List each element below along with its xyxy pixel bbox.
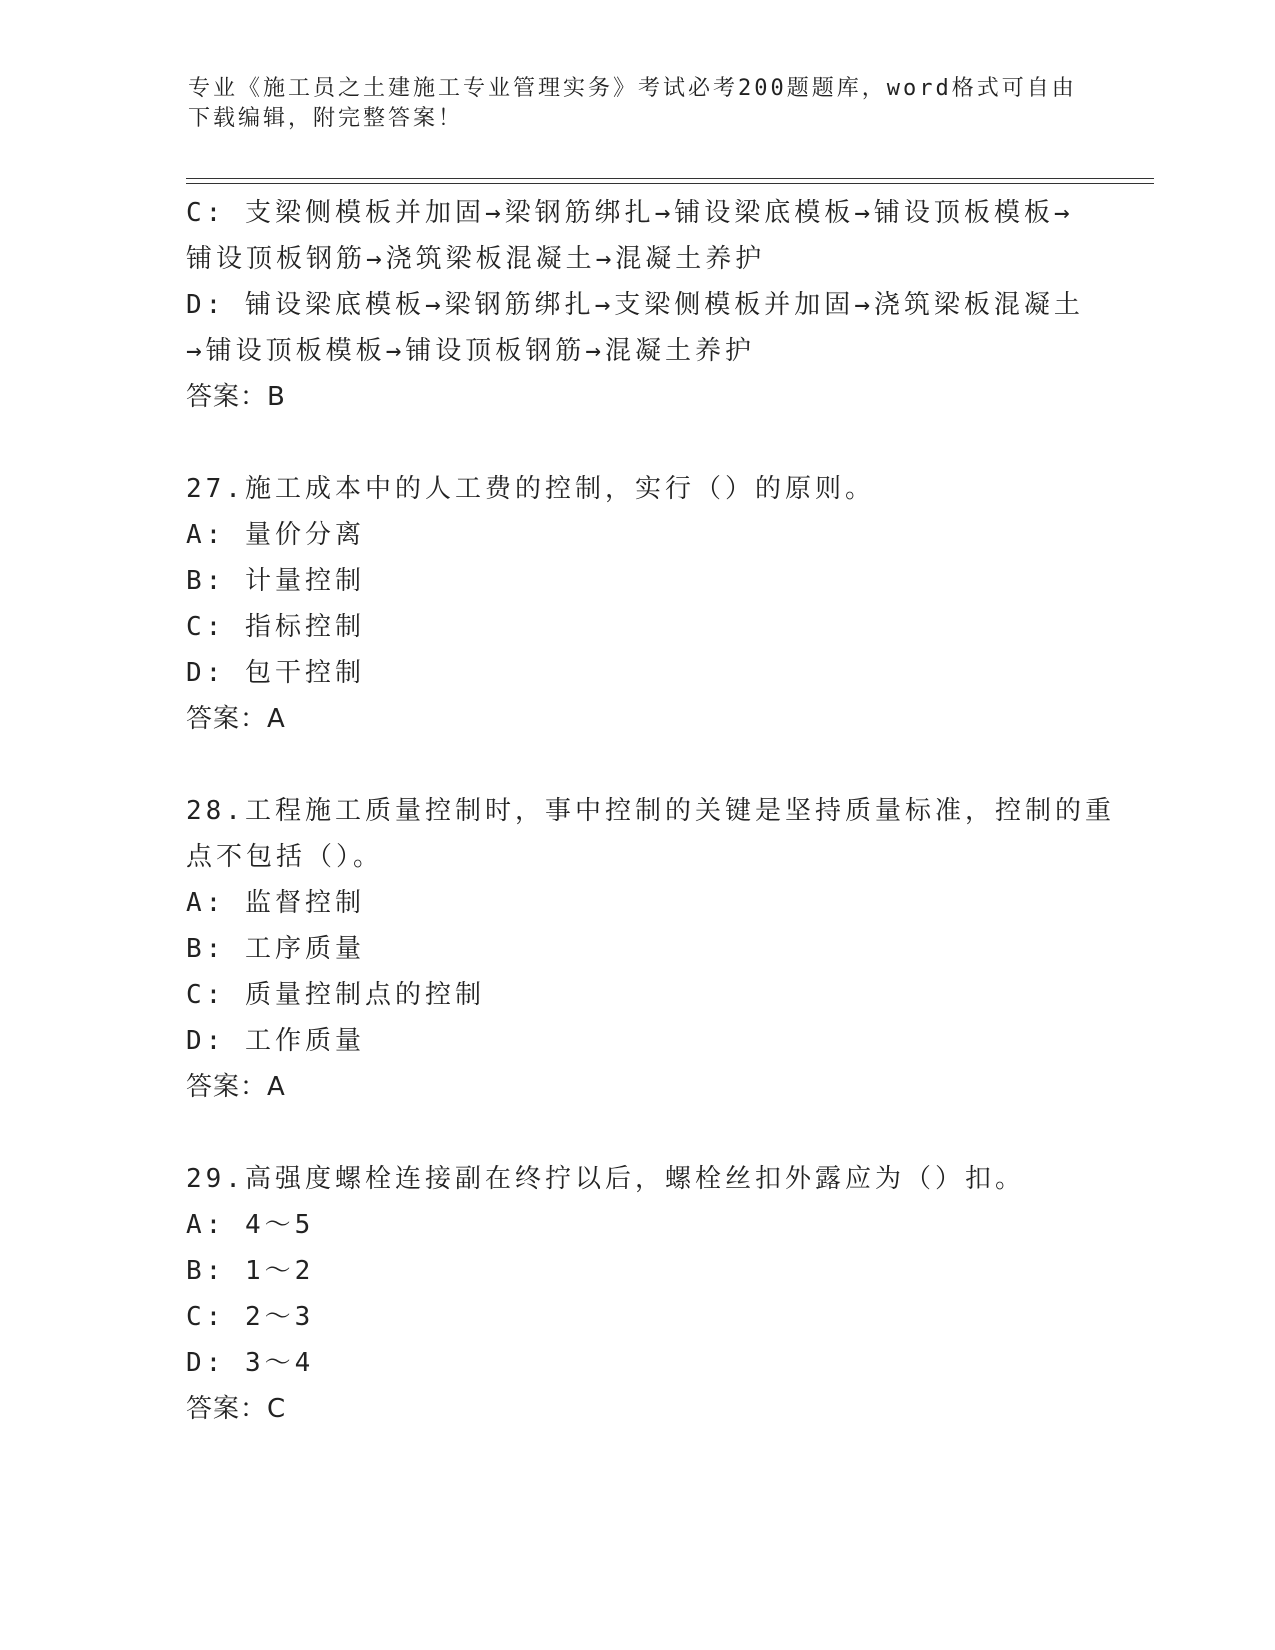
question-28 [186,788,1115,1110]
spacer [186,420,1086,466]
spacer [186,742,1086,788]
header-line-1: 专业《施工员之土建施工专业管理实务》考试必考200题题库，word格式可自由 [188,76,1077,101]
question-stem: 28.工程施工质量控制时，事中控制的关键是坚持质量标准，控制的重 [186,796,1115,826]
question-27 [186,466,1086,742]
header-rule-top [186,178,1154,179]
question-stem: 29.高强度螺栓连接副在终拧以后，螺栓丝扣外露应为（）扣。 [186,1164,1025,1194]
option-d: D: 包干控制 [186,658,365,688]
document-body [186,190,1115,1432]
option-d: D: 工作质量 [186,1026,365,1056]
option-a: A: 4～5 [186,1210,315,1240]
answer-line: 答案：C [186,1394,287,1424]
option-b: B: 工序质量 [186,934,365,964]
question-stem-continued: 点不包括（）。 [186,842,384,872]
question-29 [186,1156,1086,1432]
answer-line: 答案：A [186,704,286,734]
option-line: →铺设顶板模板→铺设顶板钢筋→混凝土养护 [186,336,755,366]
option-line: C: 支梁侧模板并加固→梁钢筋绑扎→铺设梁底模板→铺设顶板模板→ [186,198,1074,228]
document-header [188,74,1088,134]
spacer [186,1110,1086,1156]
option-c: C: 指标控制 [186,612,365,642]
question-stem: 27.施工成本中的人工费的控制，实行（）的原则。 [186,474,875,504]
question-26-continued [186,190,1086,420]
header-rule-bottom [186,183,1154,184]
answer-line: 答案：A [186,1072,286,1102]
option-line: 铺设顶板钢筋→浇筑梁板混凝土→混凝土养护 [186,244,766,274]
option-b: B: 计量控制 [186,566,365,596]
option-a: A: 监督控制 [186,888,365,918]
option-a: A: 量价分离 [186,520,365,550]
answer-line: 答案：B [186,382,286,412]
option-d: D: 3～4 [186,1348,315,1378]
option-b: B: 1～2 [186,1256,315,1286]
option-c: C: 2～3 [186,1302,315,1332]
option-line: D: 铺设梁底模板→梁钢筋绑扎→支梁侧模板并加固→浇筑梁板混凝土 [186,290,1084,320]
option-c: C: 质量控制点的控制 [186,980,485,1010]
header-line-2: 下载编辑，附完整答案！ [188,106,464,131]
